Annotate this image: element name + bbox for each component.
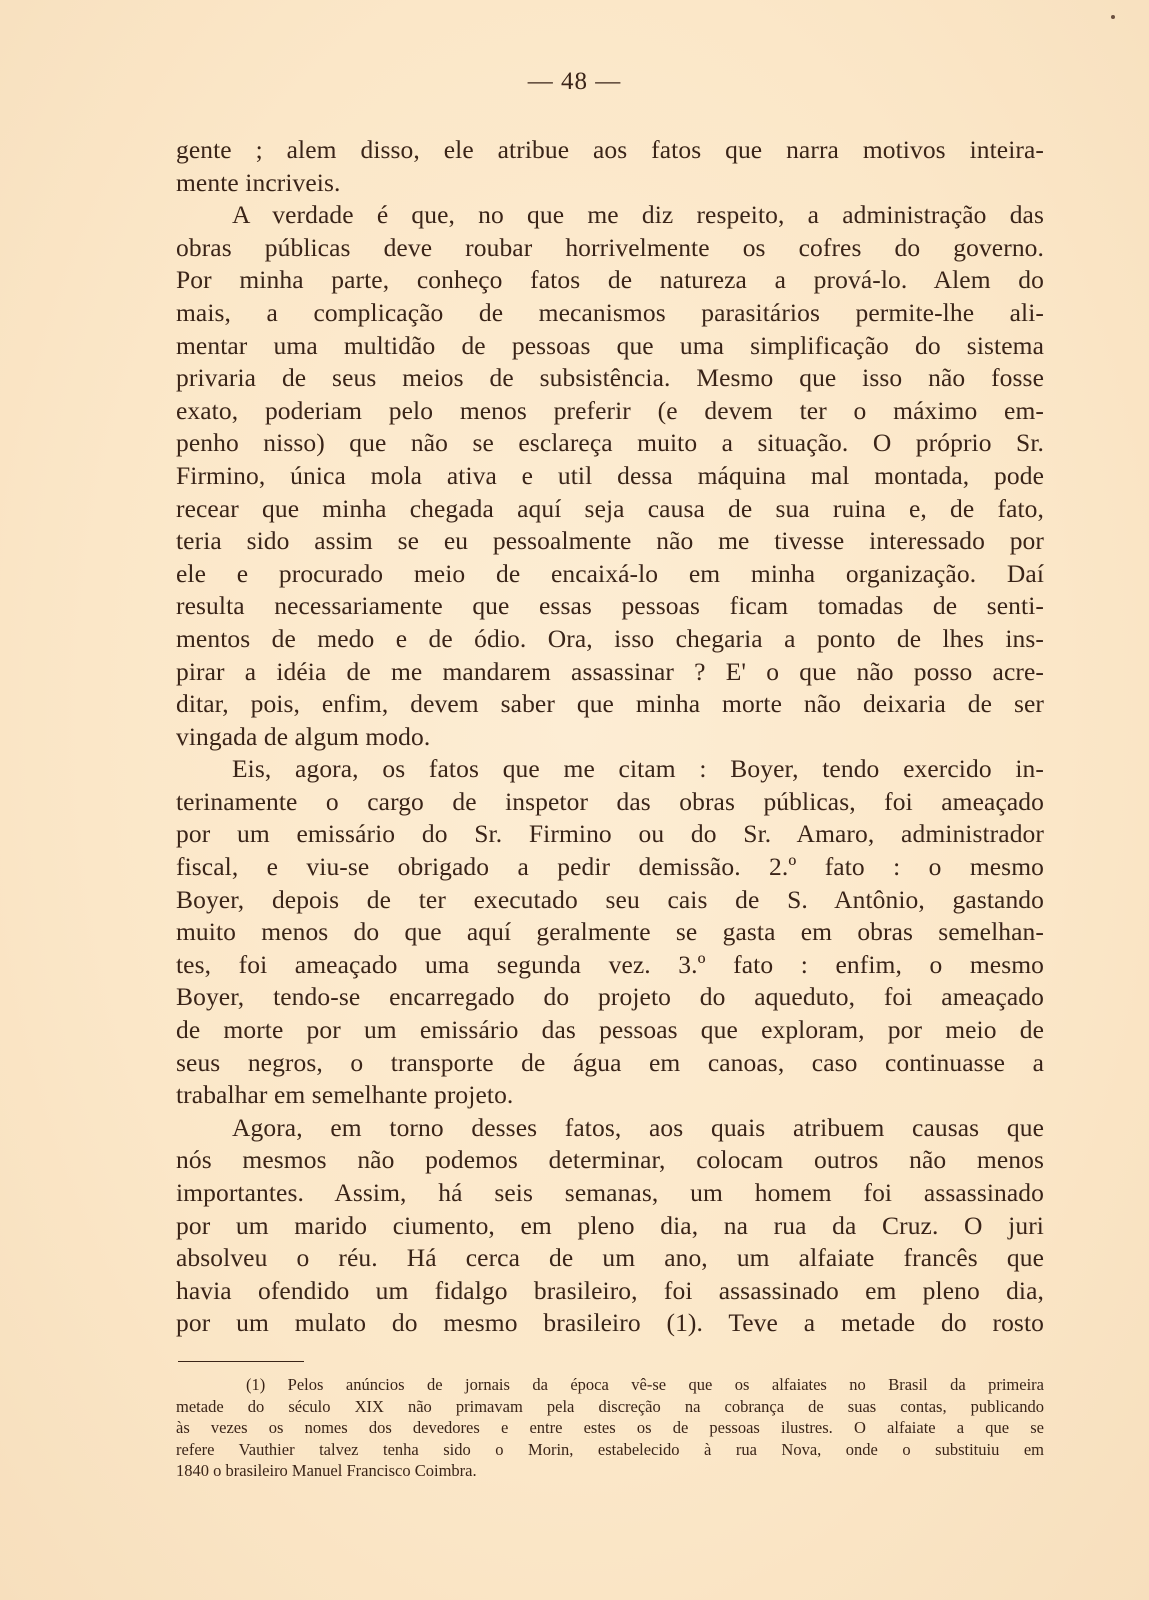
- text-line: A verdade é que, no que me diz respeito, a administração das: [232, 200, 1044, 230]
- text-line: vingada de algum modo.: [176, 721, 431, 751]
- text-line: havia ofendido um fidalgo brasileiro, foi assassinado em pleno dia,: [176, 1275, 1044, 1305]
- text-line: obras públicas deve roubar horrivelmente os cofres do governo.: [176, 232, 1044, 262]
- text-line: mentar uma multidão de pessoas que uma simplificação do sistema: [176, 330, 1044, 360]
- footnote-line: 1840 o brasileiro Manuel Francisco Coimbra.: [176, 1461, 477, 1481]
- footnote-line: (1) Pelos anúncios de jornais da época vê-se que os alfaiates no Brasil da primeira: [246, 1375, 1044, 1394]
- text-line: absolveu o réu. Há cerca de um ano, um alfaiate francês que: [176, 1243, 1044, 1273]
- text-line: privaria de seus meios de subsistência. Mesmo que isso não fosse: [176, 363, 1044, 393]
- footnote-line: metade do século XIX não primavam pela discreção na cobrança de suas contas, publicando: [176, 1396, 1044, 1416]
- text-line: Boyer, depois de ter executado seu cais de S. Antônio, gastando: [176, 884, 1044, 914]
- footnote: [176, 1374, 1044, 1482]
- text-line: Boyer, tendo-se encarregado do projeto do aqueduto, foi ameaçado: [176, 982, 1044, 1012]
- text-line: exato, poderiam pelo menos preferir (e devem ter o máximo em-: [176, 395, 1044, 425]
- text-line: mais, a complicação de mecanismos parasitários permite-lhe ali-: [176, 297, 1044, 327]
- text-line: terinamente o cargo de inspetor das obras públicas, foi ameaçado: [176, 786, 1044, 816]
- text-line: Eis, agora, os fatos que me citam : Boyer, tendo exercido in-: [232, 754, 1044, 784]
- text-line: mente incriveis.: [176, 167, 341, 197]
- text-line: tes, foi ameaçado uma segunda vez. 3.º fato : enfim, o mesmo: [176, 949, 1044, 979]
- text-line: por um mulato do mesmo brasileiro (1). Teve a metade do rosto: [176, 1308, 1044, 1338]
- text-line: por um emissário do Sr. Firmino ou do Sr. Amaro, administrador: [176, 819, 1044, 849]
- text-line: Por minha parte, conheço fatos de natureza a prová-lo. Alem do: [176, 265, 1044, 295]
- text-line: penho nisso) que não se esclareça muito a situação. O próprio Sr.: [176, 428, 1044, 458]
- text-line: de morte por um emissário das pessoas que exploram, por meio de: [176, 1015, 1044, 1045]
- text-line: gente ; alem disso, ele atribue aos fatos que narra motivos inteira-: [176, 135, 1044, 164]
- text-line: fiscal, e viu-se obrigado a pedir demissão. 2.º fato : o mesmo: [176, 852, 1044, 882]
- body-text: [176, 134, 1044, 1340]
- text-line: Firmino, única mola ativa e util dessa máquina mal montada, pode: [176, 460, 1044, 490]
- text-line: por um marido ciumento, em pleno dia, na rua da Cruz. O juri: [176, 1210, 1044, 1240]
- page-number: — 48 —: [527, 68, 622, 95]
- text-line: nós mesmos não podemos determinar, colocam outros não menos: [176, 1145, 1044, 1175]
- footnote-rule: [178, 1361, 304, 1362]
- text-line: resulta necessariamente que essas pessoas ficam tomadas de senti-: [176, 591, 1044, 621]
- text-line: trabalhar em semelhante projeto.: [176, 1080, 514, 1110]
- text-line: importantes. Assim, há seis semanas, um homem foi assassinado: [176, 1178, 1044, 1207]
- text-line: ele e procurado meio de encaixá-lo em minha organização. Daí: [176, 558, 1044, 588]
- ink-speck: [1111, 15, 1115, 19]
- text-line: Agora, em torno desses fatos, aos quais atribuem causas que: [232, 1112, 1044, 1142]
- footnote-line: refere Vauthier talvez tenha sido o Morin, estabelecido à rua Nova, onde o substituiu em: [176, 1439, 1044, 1459]
- text-line: seus negros, o transporte de água em canoas, caso continuasse a: [176, 1047, 1044, 1077]
- text-line: pirar a idéia de me mandarem assassinar ? E' o que não posso acre-: [176, 656, 1044, 686]
- text-line: muito menos do que aquí geralmente se gasta em obras semelhan-: [176, 917, 1044, 947]
- text-line: mentos de medo e de ódio. Ora, isso chegaria a ponto de lhes ins-: [176, 623, 1044, 653]
- text-line: recear que minha chegada aquí seja causa de sua ruina e, de fato,: [176, 493, 1044, 523]
- text-line: ditar, pois, enfim, devem saber que minha morte não deixaria de ser: [176, 689, 1044, 719]
- footnote-line: às vezes os nomes dos devedores e entre estes os de pessoas ilustres. O alfaiate a que se: [176, 1418, 1044, 1438]
- text-line: teria sido assim se eu pessoalmente não me tivesse interessado por: [176, 526, 1044, 556]
